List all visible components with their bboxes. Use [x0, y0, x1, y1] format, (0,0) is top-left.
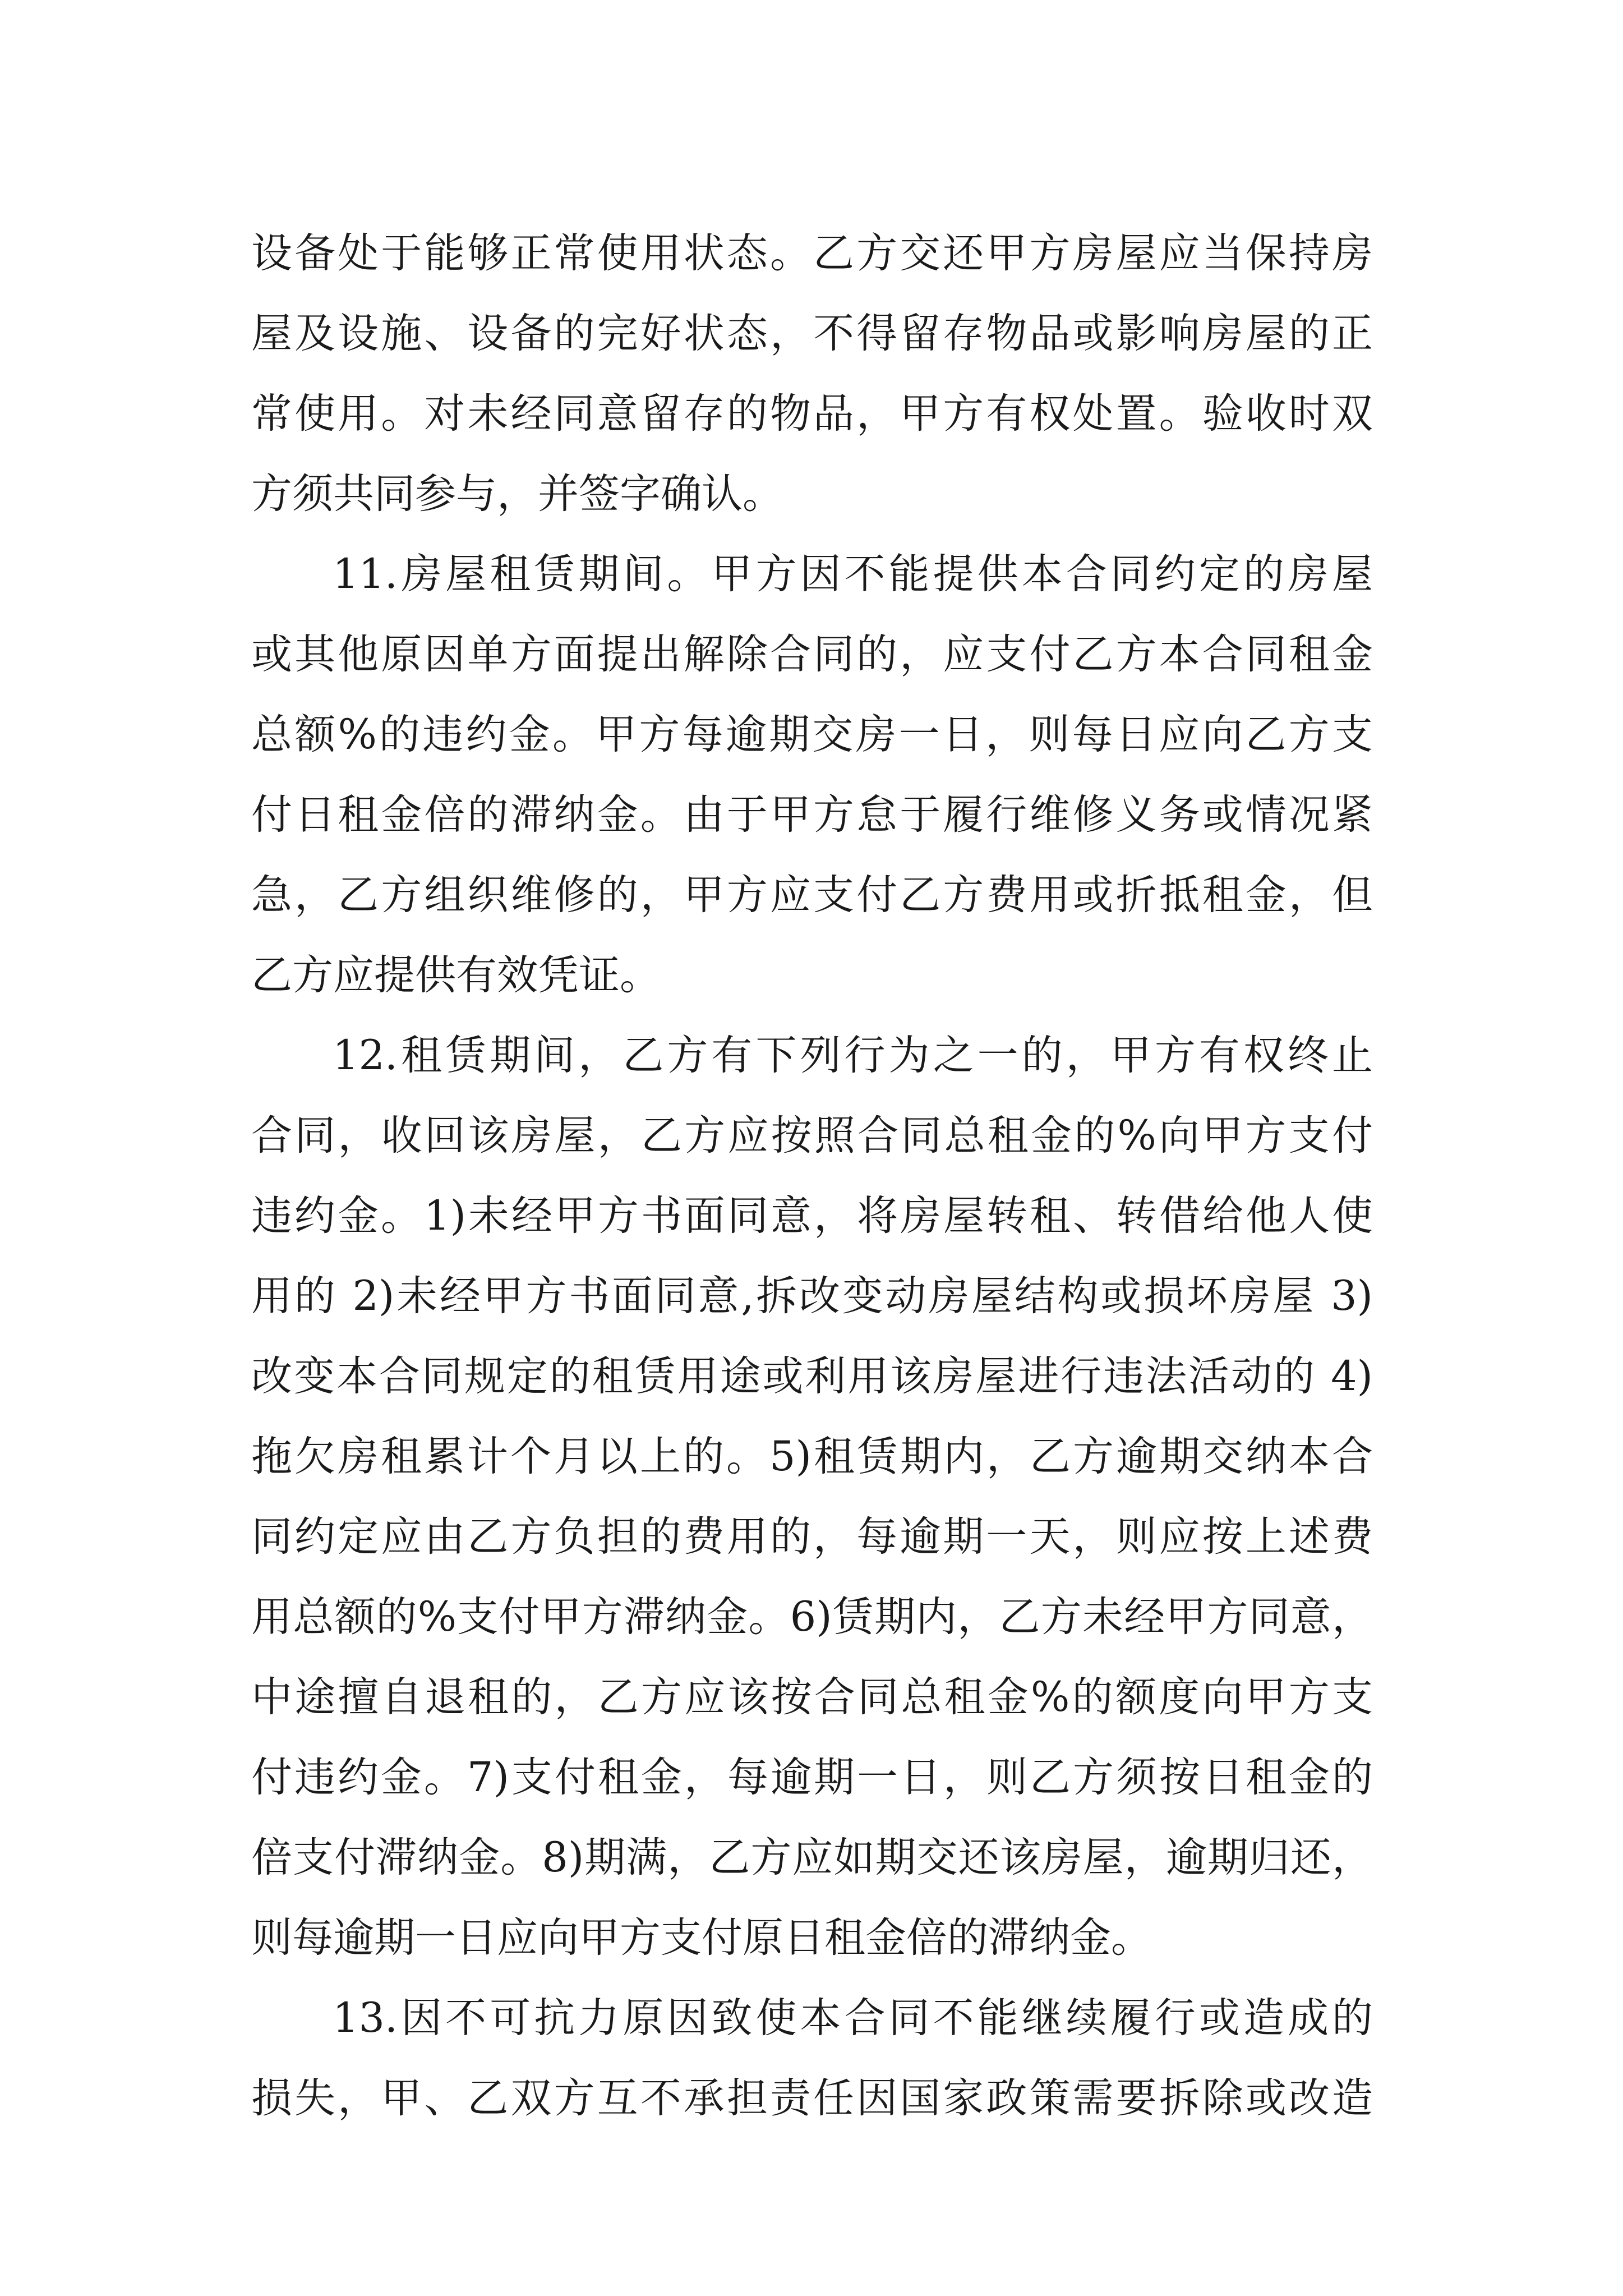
- text-line: 方须共同参与，并签字确认。: [251, 470, 783, 518]
- text-line: 12.租赁期间，乙方有下列行为之一的，甲方有权终止: [333, 1032, 1373, 1079]
- text-line: 改变本合同规定的租赁用途或利用该房屋进行违法活动的 4): [251, 1352, 1373, 1400]
- text-line: 总额%的违约金。甲方每逾期交房一日，则每日应向乙方支: [251, 711, 1373, 758]
- text-line: 常使用。对未经同意留存的物品，甲方有权处置。验收时双: [251, 390, 1373, 438]
- text-line: 损失，甲、乙双方互不承担责任因国家政策需要拆除或改造: [251, 2074, 1373, 2122]
- text-line: 付日租金倍的滞纳金。由于甲方怠于履行维修义务或情况紧: [251, 791, 1373, 839]
- paragraph-clause-12: [251, 1015, 1373, 1978]
- text-line: 屋及设施、设备的完好状态，不得留存物品或影响房屋的正: [251, 310, 1373, 357]
- text-line: 付违约金。7)支付租金，每逾期一日，则乙方须按日租金的: [251, 1754, 1373, 1801]
- text-line: 13.因不可抗力原因致使本合同不能继续履行或造成的: [333, 1994, 1373, 2042]
- text-line: 倍支付滞纳金。8)期满，乙方应如期交还该房屋，逾期归还，: [251, 1834, 1373, 1881]
- text-line: 急，乙方组织维修的，甲方应支付乙方费用或折抵租金，但: [251, 871, 1373, 919]
- text-line: 违约金。1)未经甲方书面同意，将房屋转租、转借给他人使: [251, 1192, 1373, 1240]
- document-page: [251, 213, 1373, 2138]
- text-line: 或其他原因单方面提出解除合同的，应支付乙方本合同租金: [251, 631, 1373, 678]
- text-line: 用的 2)未经甲方书面同意,拆改变动房屋结构或损坏房屋 3): [251, 1272, 1373, 1320]
- text-line: 用总额的%支付甲方滞纳金。6)赁期内，乙方未经甲方同意，: [251, 1593, 1373, 1641]
- paragraph-clause-13: [251, 1978, 1373, 2138]
- text-line: 设备处于能够正常使用状态。乙方交还甲方房屋应当保持房: [251, 229, 1373, 277]
- text-line: 则每逾期一日应向甲方支付原日租金倍的滞纳金。: [251, 1914, 1152, 1962]
- text-line: 拖欠房租累计个月以上的。5)租赁期内，乙方逾期交纳本合: [251, 1433, 1373, 1480]
- paragraph-continued: [251, 213, 1373, 534]
- text-line: 乙方应提供有效凭证。: [251, 951, 661, 999]
- text-line: 中途擅自退租的，乙方应该按合同总租金%的额度向甲方支: [251, 1673, 1373, 1721]
- text-line: 合同，收回该房屋，乙方应按照合同总租金的%向甲方支付: [251, 1112, 1373, 1159]
- text-line: 同约定应由乙方负担的费用的，每逾期一天，则应按上述费: [251, 1513, 1373, 1561]
- paragraph-clause-11: [251, 534, 1373, 1015]
- text-line: 11.房屋租赁期间。甲方因不能提供本合同约定的房屋: [333, 550, 1373, 598]
